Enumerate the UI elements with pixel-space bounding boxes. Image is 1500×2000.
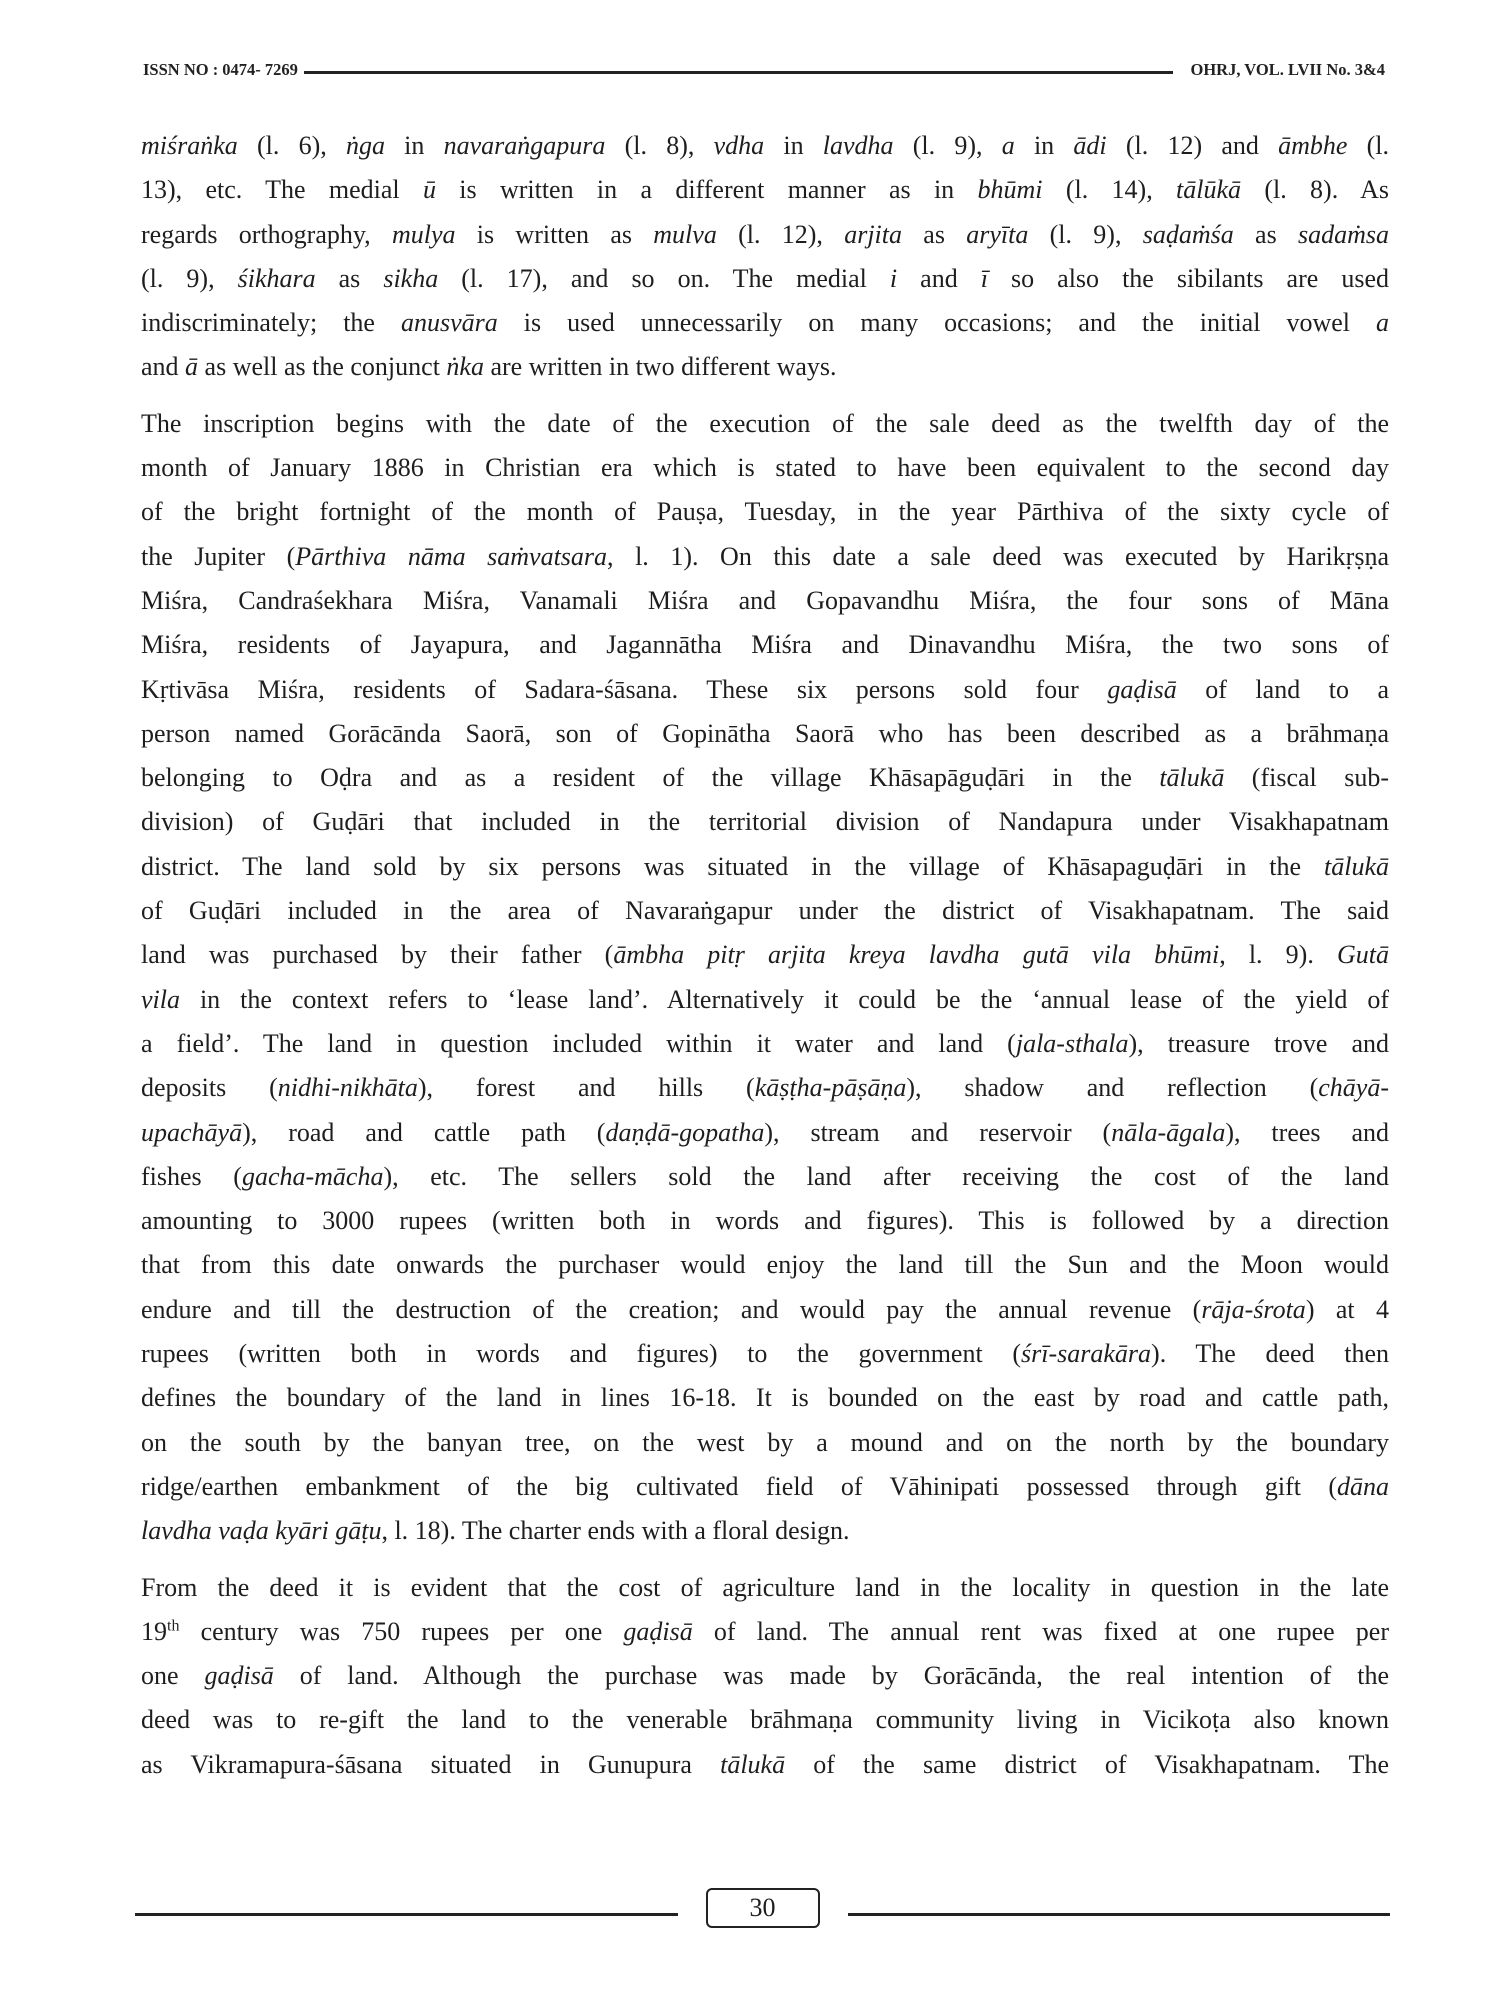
footer-rule-right — [848, 1913, 1391, 1916]
paragraph-land-cost: From the deed it is evident that the cost of agriculture land in the locality in question in the late 19th century was 750 rupees per one gaḍisā of land. The annual rent was fixed at one rupee per one gaḍisā of land. Although the purchase was made by Gorācānda, the real intention of the deed was to re-gift the land to the venerable brāhmaṇa community living in Vicikoṭa also known as Vikramapura-śāsana situated in Gunupura tālukā of the same district of Visakhapatnam. The — [141, 1572, 1389, 1779]
journal-volume-label: OHRJ, VOL. LVII No. 3&4 — [1190, 60, 1385, 79]
footer-rule-left — [135, 1913, 678, 1916]
paragraph-inscription-content: The inscription begins with the date of the execution of the sale deed as the twelfth day of the month of January 1886 in Christian era which is stated to have been equivalent to the second day of the bright fortnight of the month of Pauṣa, Tuesday, in the year Pārthiva of the sixty cycle of the Jupiter (Pārthiva nāma saṁvatsara, l. 1). On this date a sale deed was executed by Harikṛṣṇa Miśra, Candraśekhara Miśra, Vanamali Miśra and Gopavandhu Miśra, the four sons of Māna Miśra, residents of Jayapura, and Jagannātha Miśra and Dinavandhu Miśra, the two sons of Kṛtivāsa Miśra, residents of Sadara-śāsana. These six persons sold four gaḍisā of land to a person named Gorācānda Saorā, son of Gopinātha Saorā who has been described as a brāhmaṇa belonging to Oḍra and as a resident of the village Khāsapāguḍāri in the tālukā (fiscal sub- division) of Guḍāri that included in the territorial division of Nandapura under Visakhapatnam district. The land sold by six persons was situated in the village of Khāsapaguḍāri in the tālukā of Guḍāri included in the area of Navaraṅgapur under the district of Visakhapatnam. The said land was purchased by their father (āmbha pitṛ arjita kreya lavdha gutā vila bhūmi, l. 9). Gutā vila in the context refers to ‘lease land’. Alternatively it could be the ‘annual lease of the yield of a field’. The land in question included within it water and land (jala-sthala), treasure trove and deposits (nidhi-nikhāta), forest and hills (kāṣṭha-pāṣāṇa), shadow and reflection (chāyā- upachāyā), road and cattle path (daṇḍā-gopatha), stream and reservoir (nāla-āgala), trees and fishes (gacha-mācha), etc. The sellers sold the land after receiving the cost of the land amounting to 3000 rupees (written both in words and figures). This is followed by a direction that from this date onwards the purchaser would enjoy the land till the Sun and the Moon would endure and till the destruction of the creation; and would pay the annual revenue (rāja-śrota) at 4 rupees (written both in words and figures) to the government (śrī-sarakāra). The deed then defines the boundary of the land in lines 16-18. It is bounded on the east by road and cattle path, on the south by the banyan tree, on the west by a mound and on the north by the boundary ridge/earthen embankment of the big cultivated field of Vāhinipati possessed through gift (dāna lavdha vaḍa kyāri gāṭu, l. 18). The charter ends with a floral design. — [141, 408, 1390, 1546]
header-rule — [304, 71, 1173, 74]
page-footer — [135, 1888, 1390, 1928]
paragraph-orthography: miśraṅka (l. 6), ṅga in navaraṅgapura (l. 8), vdha in lavdha (l. 9), a in ādi (l. 12) and āmbhe (l. 13), etc. The medial ū is written in a different manner as in bhūmi (l. 14), tālūkā (l. 8). As regards orthography, mulya is written as mulva (l. 12), arjita as aryīta (l. 9), saḍaṁśa as sadaṁsa (l. 9), śikhara as sikha (l. 17), and so on. The medial i and ī so also the sibilants are used indiscriminately; the anusvāra is used unnecessarily on many occasions; and the initial vowel a and ā as well as the conjunct ṅka are written in two different ways. — [141, 131, 1390, 382]
issn-label: ISSN NO : 0474- 7269 — [143, 60, 298, 79]
page-number: 30 — [706, 1888, 820, 1928]
running-header — [143, 56, 1385, 84]
article-body — [141, 124, 1389, 1799]
